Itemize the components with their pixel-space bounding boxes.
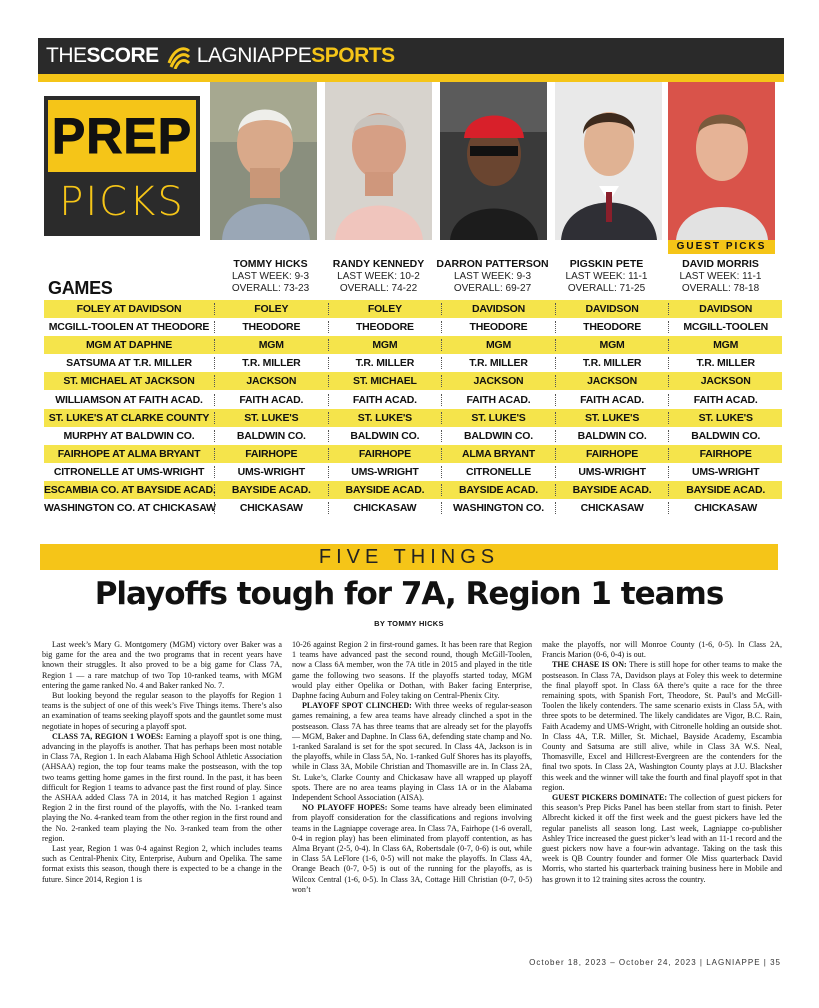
panelist-name: TOMMY HICKS xyxy=(233,258,308,270)
panelist-name: RANDY KENNEDY xyxy=(332,258,425,270)
swirl-logo-icon xyxy=(165,43,193,69)
game-cell: MGM AT DAPHNE xyxy=(85,339,173,352)
panelist-overall: OVERALL: 69-27 xyxy=(453,283,532,294)
panelist-header-1 xyxy=(214,258,327,295)
pick-cell: THEODORE xyxy=(328,321,442,333)
pick-cell: UMS-WRIGHT xyxy=(555,466,669,478)
game-cell: WILLIAMSON AT FAITH ACAD. xyxy=(55,393,203,406)
paragraph-lead: THE CHASE IS ON: xyxy=(552,660,627,670)
panelist-header-4 xyxy=(550,258,663,295)
panelist-last-week: LAST WEEK: 9-3 xyxy=(453,271,532,282)
pick-cell: T.R. MILLER xyxy=(441,357,555,369)
guest-photo xyxy=(668,82,775,240)
pick-cell: MGM xyxy=(555,339,669,351)
pick-cell: BAYSIDE ACAD. xyxy=(328,484,442,496)
pick-cell: THEODORE xyxy=(441,321,555,333)
paragraph: THE CHASE IS ON: There is still hope for other teams to make the postseason. In Class 7A, Davidson plays at Foley this week to determine the final playoff spot. In Class 6A there’s quite a race for the three remaining spots, with Spanish Fort, Theodore, St. Paul’s and McGill-Toolen the likely contenders. The same scenario exists in Class 5A, with three spots to be determined. The likely candidates are Vigor, B.C. Rain, Faith Academy and UMS-Wright, with Citronelle holding an outside shot. In Class 4A, T.R. Miller, St. Michael, Bayside Academy, Escambia County and Satsuma are still alive, while in Class 3A W.S. Neal, Thomasville, Excel and Hillcrest-Evergreen are the contenders for the final two spots. In Class 2A, Washington County plays at J.U. Blacksher this week and the winner will take the fourth and final playoff spot in that region. xyxy=(542,660,782,792)
game-cell: ST. LUKE'S AT CLARKE COUNTY xyxy=(48,411,210,424)
table-row xyxy=(44,463,782,481)
pick-cell: CHICKASAW xyxy=(668,502,782,514)
pick-cell: FAIRHOPE xyxy=(214,448,328,460)
picks-table xyxy=(44,300,782,517)
panelist-header-2 xyxy=(322,258,435,295)
pick-cell: FAITH ACAD. xyxy=(668,394,782,406)
brand-sports: SPORTS xyxy=(311,44,395,67)
paragraph-lead: PLAYOFF SPOT CLINCHED: xyxy=(302,701,412,711)
pick-cell: CITRONELLE xyxy=(441,466,555,478)
page-footer: October 18, 2023 – October 24, 2023 | LAGNIAPPE | 35 xyxy=(529,958,781,967)
panelist-photo-3 xyxy=(440,82,547,240)
pick-cell: THEODORE xyxy=(214,321,328,333)
panelist-last-week: LAST WEEK: 11-1 xyxy=(679,271,762,282)
headline: Playoffs tough for 7A, Region 1 teams xyxy=(94,576,724,612)
paragraph: GUEST PICKERS DOMINATE: The collection of guest pickers for this season’s Prep Picks Panel has been stellar from start to finish. Peter Albrecht kicked it off the first week and the guest pickers have led the regular panelists all season long. Last week, Lagniappe co-publisher Ashley Trice increased the guest picker’s lead with an 11-1 record and the guest pickers now have a four-win advantage. Taking on the task this week is QB Country founder and former Ole Miss quarterback David Morris, who started his quarterback training business here in Mobile and has grown it to 12 training sites across the country. xyxy=(542,793,782,884)
pick-cell: FAITH ACAD. xyxy=(214,394,328,406)
panelist-photo-2 xyxy=(325,82,432,240)
pick-cell: MGM xyxy=(441,339,555,351)
pick-cell: THEODORE xyxy=(555,321,669,333)
pick-cell: ST. LUKE'S xyxy=(668,412,782,424)
pick-cell: BALDWIN CO. xyxy=(214,430,328,442)
pick-cell: JACKSON xyxy=(441,375,555,387)
paragraph: 10-26 against Region 2 in first-round games. It has been rare that Region 1 teams have advanced past the second round, though McGill-Toolen, now a Class 6A member, won the 7A title in 2015 and played in the title game the following two seasons. If the playoffs started today, MGM would play either Opelika or Dothan, with Baker facing Enterprise, Daphne facing Auburn and Foley taking on Central-Phenix City. xyxy=(292,640,532,701)
pick-cell: MGM xyxy=(328,339,442,351)
pick-cell: BAYSIDE ACAD. xyxy=(668,484,782,496)
prep-picks-logo xyxy=(44,96,200,236)
pick-cell: UMS-WRIGHT xyxy=(214,466,328,478)
table-row xyxy=(44,318,782,336)
panelist-overall: OVERALL: 73-23 xyxy=(231,283,310,294)
pick-cell: T.R. MILLER xyxy=(668,357,782,369)
pick-cell: FAITH ACAD. xyxy=(328,394,442,406)
pick-cell: ALMA BRYANT xyxy=(441,448,555,460)
pick-cell: WASHINGTON CO. xyxy=(441,502,555,514)
pick-cell: CHICKASAW xyxy=(555,502,669,514)
paragraph: NO PLAYOFF HOPES: Some teams have already been eliminated from playoff consideration for the classifications and regions involving teams in the Lagniappe coverage area. In Class 7A, Fairhope (1-6 overall, 0-4 in region play) has been eliminated from playoff contention, as has Alma Bryant (2-5, 0-4). In Class 6A, Robertsdale (0-7, 0-6) is out, while in Class 5A LeFlore (1-6, 0-5) will not make the playoffs. In Class 4A, Orange Beach (0-7, 0-5) is out of the running for the playoffs, as is Wilcox Central (1-6, 0-5). In Class 3A, Cottage Hill Christian (0-7, 0-5) won’t xyxy=(292,803,532,894)
table-row xyxy=(44,372,782,390)
panelist-last-week: LAST WEEK: 9-3 xyxy=(231,271,310,282)
pick-cell: UMS-WRIGHT xyxy=(328,466,442,478)
table-row xyxy=(44,336,782,354)
game-cell: MCGILL-TOOLEN AT THEODORE xyxy=(48,321,210,334)
table-row xyxy=(44,499,782,517)
paragraph: But looking beyond the regular season to the playoffs for Region 1 teams is the subject of one of this week’s Five Things items. There’s also an examination of teams seeking playoff spots and the gauntlet some must negotiate in hopes of securing a playoff spot. xyxy=(42,691,282,731)
panelist-name: DAVID MORRIS xyxy=(682,258,759,270)
pick-cell: JACKSON xyxy=(214,375,328,387)
table-row xyxy=(44,390,782,408)
game-cell: CITRONELLE AT UMS-WRIGHT xyxy=(53,465,205,478)
game-cell: FOLEY AT DAVIDSON xyxy=(76,303,182,316)
prep-logo-text: PREP xyxy=(51,108,193,164)
game-cell: ST. MICHAEL AT JACKSON xyxy=(63,375,195,388)
header-stripe xyxy=(38,74,784,82)
brand-the-score: THESCORE xyxy=(46,44,159,67)
article-column-2 xyxy=(292,640,532,895)
panelist-header-5 xyxy=(664,258,777,295)
panelist-header-3 xyxy=(436,258,549,295)
pick-cell: DAVIDSON xyxy=(668,303,782,315)
pick-cell: ST. LUKE'S xyxy=(441,412,555,424)
pick-cell: FAITH ACAD. xyxy=(441,394,555,406)
paragraph: Last week’s Mary G. Montgomery (MGM) victory over Baker was a big game for the area and the two programs that in recent years have known their struggles. It also proved to be a big game for Class 7A, Region 1 — a rare matchup of two Top 10-ranked teams, with MGM entering the game ranked No. 4 and Baker ranked No. 7. xyxy=(42,640,282,690)
byline: BY TOMMY HICKS xyxy=(374,619,444,628)
pick-cell: MGM xyxy=(668,339,782,351)
pick-cell: DAVIDSON xyxy=(555,303,669,315)
pick-cell: CHICKASAW xyxy=(214,502,328,514)
table-row xyxy=(44,354,782,372)
table-row xyxy=(44,445,782,463)
paragraph-lead: CLASS 7A, REGION 1 WOES: xyxy=(52,731,164,741)
panelist-photo-4 xyxy=(555,82,662,240)
masthead xyxy=(38,38,784,74)
pick-cell: CHICKASAW xyxy=(328,502,442,514)
panelist-photo-1 xyxy=(210,82,317,240)
pick-cell: T.R. MILLER xyxy=(555,357,669,369)
pick-cell: JACKSON xyxy=(555,375,669,387)
game-cell: WASHINGTON CO. AT CHICKASAW xyxy=(44,502,216,515)
pick-cell: MGM xyxy=(214,339,328,351)
pick-cell: FAITH ACAD. xyxy=(555,394,669,406)
paragraph: make the playoffs, nor will Monroe County (1-6, 0-5). In Class 2A, Francis Marion (0-6, 0-4) is out. xyxy=(542,640,782,660)
article-column-1 xyxy=(42,640,282,895)
panelist-name: PIGSKIN PETE xyxy=(569,258,644,270)
table-row xyxy=(44,427,782,445)
paragraph-lead: NO PLAYOFF HOPES: xyxy=(302,803,388,813)
pick-cell: BAYSIDE ACAD. xyxy=(441,484,555,496)
table-row xyxy=(44,481,782,499)
panelist-overall: OVERALL: 78-18 xyxy=(681,283,760,294)
pick-cell: MCGILL-TOOLEN xyxy=(668,321,782,333)
pick-cell: BAYSIDE ACAD. xyxy=(214,484,328,496)
game-cell: SATSUMA AT T.R. MILLER xyxy=(66,357,192,370)
pick-cell: FAIRHOPE xyxy=(668,448,782,460)
pick-cell: ST. LUKE'S xyxy=(555,412,669,424)
game-cell: FAIRHOPE AT ALMA BRYANT xyxy=(57,447,201,460)
pick-cell: ST. MICHAEL xyxy=(328,375,442,387)
picks-logo-text: PICKS xyxy=(59,179,185,225)
paragraph: CLASS 7A, REGION 1 WOES: Earning a playoff spot is one thing, advancing in the playoffs is another. That has perhaps been most notable in Class 7A, Region 1. In each Alabama High School Athletic Association (AHSAA) region, the top four teams make the postseason, with the top two teams getting home games in the first round. In the past, it has been difficult for Region 1 teams to advance past the first round of play. Since the ASHAA added Class 7A in 2014, it has matched Region 1 against Region 2 in the first round of the playoffs, with the No. 1-ranked team playing the No. 4-ranked team from the other region in the first round and the No. 2-ranked team playing the No. 3-ranked team from the other region. xyxy=(42,731,282,843)
section-label: FIVE THINGS xyxy=(40,544,778,570)
game-cell: ESCAMBIA CO. AT BAYSIDE ACAD. xyxy=(44,483,216,496)
pick-cell: T.R. MILLER xyxy=(328,357,442,369)
pick-cell: ST. LUKE'S xyxy=(328,412,442,424)
paragraph-lead: GUEST PICKERS DOMINATE: xyxy=(552,793,668,803)
panelist-overall: OVERALL: 71-25 xyxy=(567,283,646,294)
games-heading: GAMES xyxy=(48,278,113,298)
pick-cell: FAIRHOPE xyxy=(328,448,442,460)
brand-lagniappe: LAGNIAPPE xyxy=(196,44,312,67)
pick-cell: FOLEY xyxy=(328,303,442,315)
paragraph: Last year, Region 1 was 0-4 against Region 2, which includes teams such as Central-Phenix City, Enterprise, Auburn and Opelika. The same format exists this season, though there is expected to be a change in the future. Since 2014, Region 1 is xyxy=(42,844,282,884)
pick-cell: JACKSON xyxy=(668,375,782,387)
pick-cell: BALDWIN CO. xyxy=(441,430,555,442)
pick-cell: DAVIDSON xyxy=(441,303,555,315)
pick-cell: BALDWIN CO. xyxy=(328,430,442,442)
pick-cell: UMS-WRIGHT xyxy=(668,466,782,478)
pick-cell: BAYSIDE ACAD. xyxy=(555,484,669,496)
panelist-last-week: LAST WEEK: 10-2 xyxy=(337,271,420,282)
pick-cell: FAIRHOPE xyxy=(555,448,669,460)
article-body xyxy=(42,640,782,895)
panelist-overall: OVERALL: 74-22 xyxy=(339,283,418,294)
game-cell: MURPHY AT BALDWIN CO. xyxy=(63,429,195,442)
panelist-last-week: LAST WEEK: 11-1 xyxy=(565,271,648,282)
panelist-name: DARRON PATTERSON xyxy=(436,258,549,270)
pick-cell: T.R. MILLER xyxy=(214,357,328,369)
table-row xyxy=(44,409,782,427)
pick-cell: BALDWIN CO. xyxy=(555,430,669,442)
article-column-3 xyxy=(542,640,782,895)
paragraph: PLAYOFF SPOT CLINCHED: With three weeks of regular-season games remaining, a few area teams have already clinched a spot in the postseason. Class 7A has three teams that are already set for the playoffs — MGM, Baker and Daphne. In Class 6A, defending state champ and No. 1-ranked Saraland is set for the spot secured. In Class 4A, Jackson is in the playoffs, while in Class 5A, No. 1-ranked Gulf Shores has its playoffs, while in Class 3A, Mobile Christian and Thomasville are in. In Class 2A, St. Luke’s, Clarke County and Chickasaw have all wrapped up playoff spots. There are no area teams playing in Class 1A or in the Alabama Independent School Association (AISA). xyxy=(292,701,533,803)
pick-cell: BALDWIN CO. xyxy=(668,430,782,442)
pick-cell: ST. LUKE'S xyxy=(214,412,328,424)
pick-cell: FOLEY xyxy=(214,303,328,315)
table-row xyxy=(44,300,782,318)
guest-picks-label: GUEST PICKS xyxy=(668,240,775,254)
